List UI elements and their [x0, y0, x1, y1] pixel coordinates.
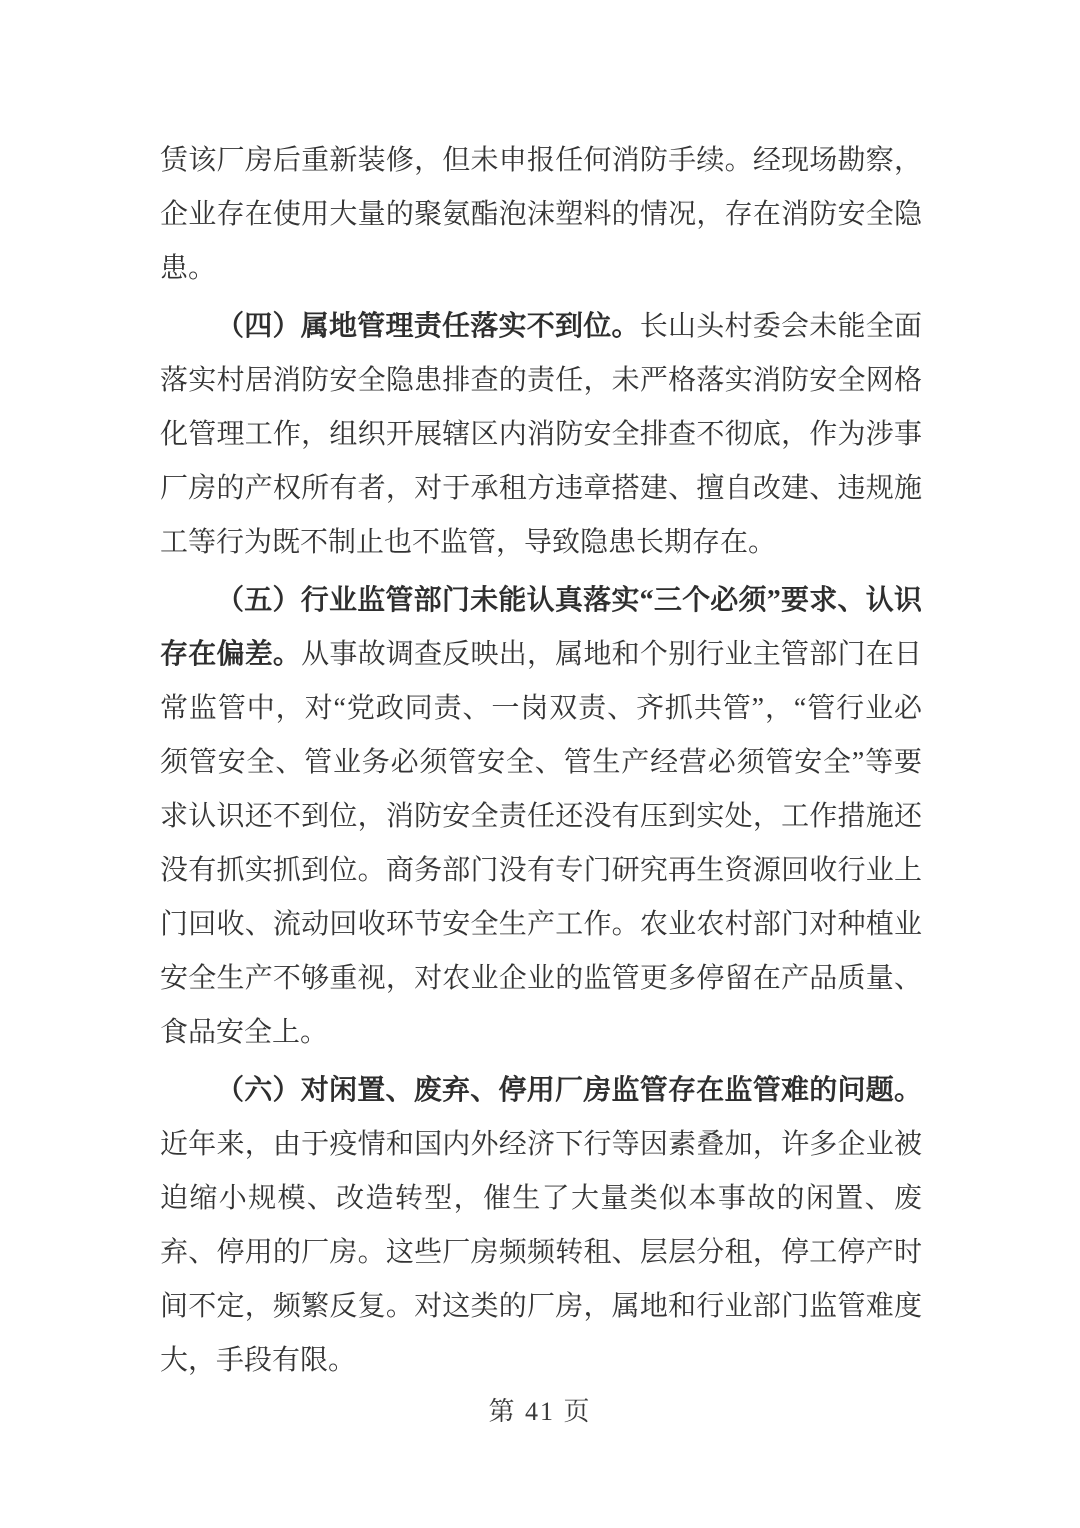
document-body [160, 134, 922, 1388]
body-paragraph [160, 1064, 922, 1388]
paragraph-text: 从事故调查反映出，属地和个别行业主管部门在日常监管中，对“党政同责、一岗双责、齐抓共管”，“管行业必须管安全、管业务必须管安全、管生产经营必须管安全”等要求认识还不到位，消防安全责任还没有压到实处，工作措施还没有抓实抓到位。商务部门没有专门研究再生资源回收行业上门回收、流动回收环节安全生产工作。农业农村部门对种植业安全生产不够重视，对农业企业的监管更多停留在产品质量、食品安全上。 [160, 639, 922, 1048]
body-paragraph [160, 574, 922, 1060]
paragraph-text: 长山头村委会未能全面落实村居消防安全隐患排查的责任，未严格落实消防安全网格化管理工作，组织开展辖区内消防安全排查不彻底，作为涉事厂房的产权所有者，对于承租方违章搭建、擅自改建、违规施工等行为既不制止也不监管，导致隐患长期存在。 [160, 311, 922, 558]
page-number: 第 41 页 [488, 1397, 592, 1426]
body-paragraph [160, 300, 922, 570]
paragraph-text: 赁该厂房后重新装修，但未申报任何消防手续。经现场勘察，企业存在使用大量的聚氨酯泡沫塑料的情况，存在消防安全隐患。 [160, 145, 922, 284]
body-paragraph [160, 134, 922, 296]
section-heading-6: （六）对闲置、废弃、停用厂房监管存在监管难的问题。 [216, 1075, 922, 1106]
section-heading-5: （五）行业监管部门未能认真落实“三个必须”要求、认识存在偏差。 [160, 585, 922, 670]
paragraph-text: 近年来，由于疫情和国内外经济下行等因素叠加，许多企业被迫缩小规模、改造转型，催生了大量类似本事故的闲置、废弃、停用的厂房。这些厂房频频转租、层层分租，停工停产时间不定，频繁反复。对这类的厂房，属地和行业部门监管难度大，手段有限。 [160, 1129, 922, 1376]
section-heading-4: （四）属地管理责任落实不到位。 [216, 311, 640, 342]
